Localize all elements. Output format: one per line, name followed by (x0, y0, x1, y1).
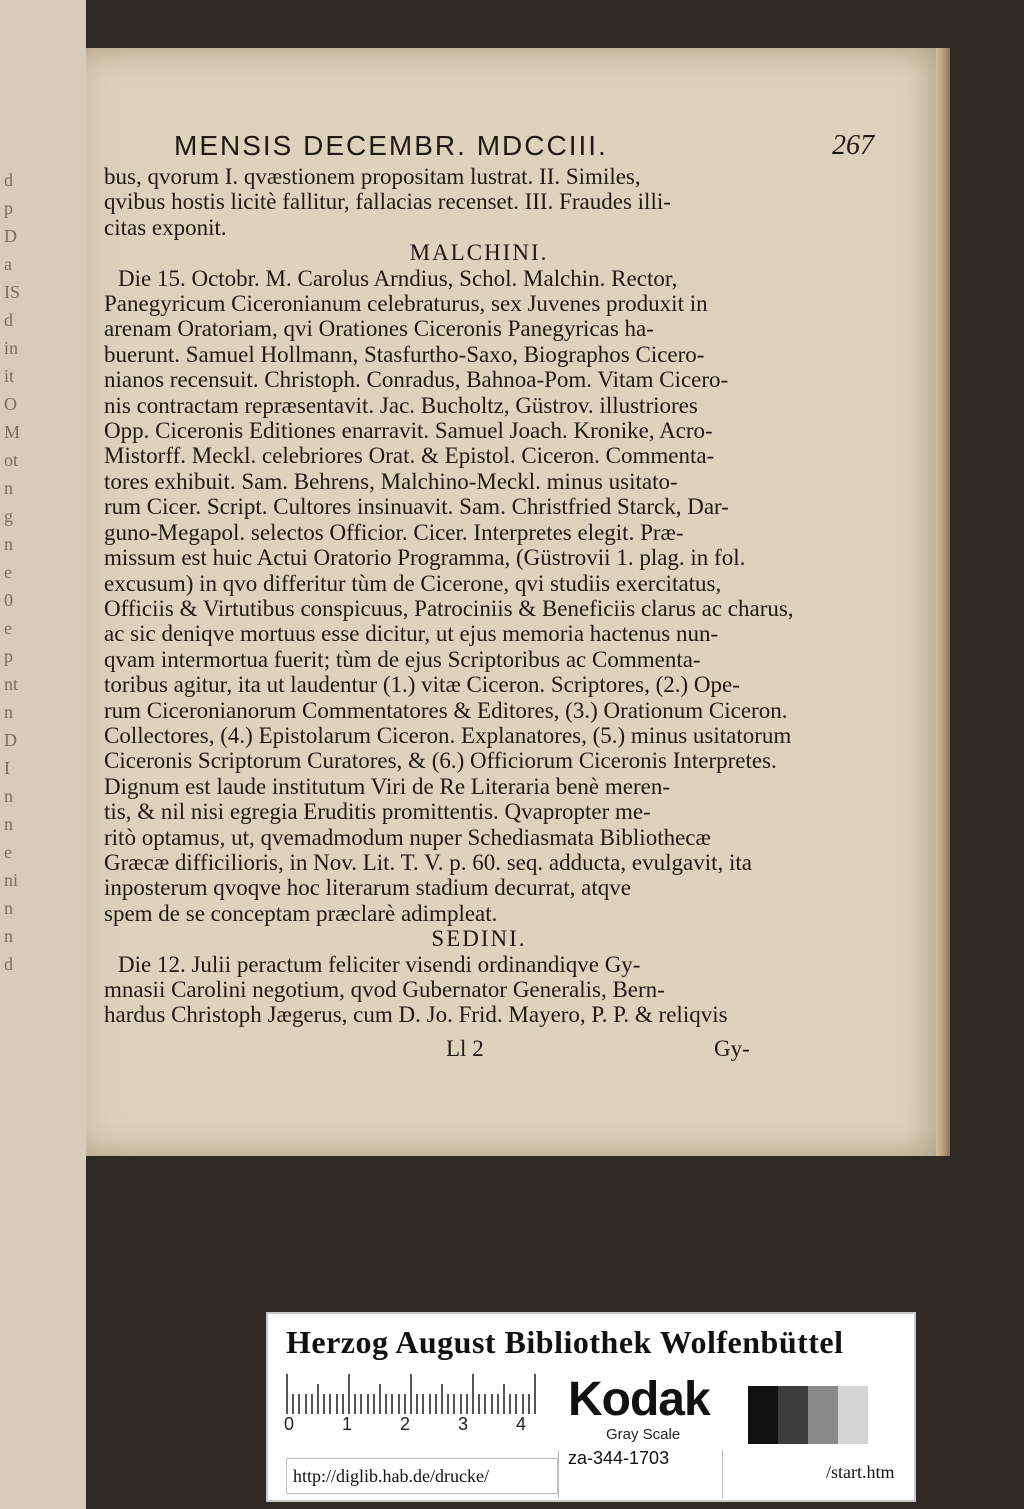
margin-fragment: a (4, 254, 12, 274)
gray-patch (748, 1386, 778, 1444)
separator (558, 1450, 559, 1498)
ruler-tick (534, 1374, 536, 1414)
url-label: http://diglib.hab.de/drucke/ (286, 1458, 558, 1494)
margin-fragment: n (4, 926, 13, 946)
ruler-tick (484, 1394, 486, 1414)
text-line: spem de se conceptam præclarè adimpleat. (104, 900, 498, 926)
margin-fragment: it (4, 366, 15, 386)
gray-patch (868, 1386, 898, 1444)
margin-fragment: g (4, 506, 13, 526)
margin-fragment: n (4, 702, 13, 722)
text-line: Græcæ difficilioris, in Nov. Lit. T. V. p. 60. seq. adducta, evulgavit, ita (104, 849, 752, 875)
ruler-tick (410, 1374, 412, 1414)
text-line: buerunt. Samuel Hollmann, Stasfurtho-Saxo, Biographos Cicero- (104, 341, 705, 367)
gray-patch (808, 1386, 838, 1444)
margin-fragment: nt (4, 674, 19, 694)
ruler-tick (311, 1394, 313, 1414)
section-heading: SEDINI. (431, 926, 527, 952)
text-line: Collectores, (4.) Epistolarum Ciceron. Explanatores, (5.) minus usitatorum (104, 722, 792, 748)
ruler-tick (478, 1394, 480, 1414)
margin-fragment: D (4, 226, 17, 246)
text-line: excusum) in qvo differitur tùm de Cicerone, qvi studiis exercitatus, (104, 570, 722, 596)
page-number: 267 (832, 130, 874, 161)
margin-fragment: p (4, 646, 13, 666)
ruler-tick (515, 1394, 517, 1414)
ruler-tick (373, 1394, 375, 1414)
text-line: Panegyricum Ciceronianum celebraturus, sex Juvenes produxit in (104, 291, 708, 317)
ruler-tick (528, 1394, 530, 1414)
ruler-tick (472, 1374, 474, 1414)
text-line: Die 12. Julii peractum feliciter visendi ordinandiqve Gy- (118, 951, 641, 977)
ruler-tick (447, 1394, 449, 1414)
ruler-tick (398, 1394, 400, 1414)
ruler-tick (317, 1384, 319, 1414)
catchword: Gy- (714, 1036, 750, 1061)
ruler-tick (379, 1384, 381, 1414)
ruler-tick (336, 1394, 338, 1414)
kodak-logo: Kodak (568, 1373, 710, 1426)
text-line: Mistorff. Meckl. celebriores Orat. & Epistol. Ciceron. Commenta- (104, 443, 715, 469)
margin-fragment: n (4, 478, 13, 498)
text-line: missum est huic Actui Oratorio Programma, (Güstrovii 1. plag. in fol. (104, 545, 746, 571)
ruler-tick (435, 1394, 437, 1414)
ruler-tick (453, 1394, 455, 1414)
text-line: guno-Megapol. selectos Officior. Cicer. Interpretes elegit. Præ- (104, 519, 684, 545)
margin-fragment: I (4, 758, 10, 778)
section-heading: MALCHINI. (409, 240, 549, 266)
ruler-tick (286, 1374, 288, 1414)
book-page (86, 48, 950, 1156)
page-edge (936, 48, 950, 1156)
scale-number: 0 (284, 1414, 295, 1434)
ruler-tick (391, 1394, 393, 1414)
margin-fragment: p (4, 198, 13, 218)
ruler-tick (292, 1394, 294, 1414)
text-line: citas exponit. (104, 214, 227, 240)
ruler-tick (367, 1394, 369, 1414)
margin-fragment: n (4, 898, 13, 918)
margin-fragment: O (4, 394, 17, 414)
text-line: Dignum est laude institutum Viri de Re Literaria benè meren- (104, 773, 671, 799)
ruler-tick (509, 1394, 511, 1414)
ruler-tick (441, 1384, 443, 1414)
ruler-tick (466, 1394, 468, 1414)
separator (722, 1450, 723, 1498)
ruler-tick (404, 1394, 406, 1414)
margin-fragment: IS (4, 282, 21, 302)
margin-fragment: d (4, 310, 13, 330)
ruler-tick (416, 1394, 418, 1414)
margin-fragment: D (4, 730, 17, 750)
ruler-tick (342, 1394, 344, 1414)
scale-number: 4 (516, 1414, 527, 1434)
ruler-tick (323, 1394, 325, 1414)
margin-fragment: e (4, 618, 12, 638)
scale-numbers (280, 1414, 550, 1438)
text-line: nianos recensuit. Christoph. Conradus, Bahnoa-Pom. Vitam Cicero- (104, 367, 729, 393)
ruler-tick (348, 1374, 350, 1414)
text-line: Opp. Ciceronis Editiones enarravit. Samuel Joach. Kronike, Acro- (104, 418, 713, 444)
text-line: inposterum qvoqve hoc literarum stadium decurrat, atqve (104, 875, 631, 901)
gray-patch (778, 1386, 808, 1444)
text-line: Officiis & Virtutibus conspicuus, Patrociniis & Beneficiis clarus ac charus, (104, 595, 794, 621)
head-spacer (104, 130, 884, 164)
ruler-tick (354, 1394, 356, 1414)
text-line: tis, & nil nisi egregia Eruditis promittentis. Qvapropter me- (104, 799, 651, 825)
text-line: Die 15. Octobr. M. Carolus Arndius, Schol. Malchin. Rector, (118, 265, 678, 291)
margin-fragment: d (4, 170, 13, 190)
ruler-tick (329, 1394, 331, 1414)
text-line: Ciceronis Scriptorum Curatores, & (6.) Officiorum Ciceronis Interpretes. (104, 748, 777, 774)
library-name: Herzog August Bibliothek Wolfenbüttel (286, 1324, 844, 1360)
ruler-tick (522, 1394, 524, 1414)
ruler-tick (422, 1394, 424, 1414)
text-line: bus, qvorum I. qvæstionem propositam lustrat. II. Similes, (104, 164, 641, 189)
ruler-tick (429, 1394, 431, 1414)
text-line: qvam intermortua fuerit; tùm de ejus Scriptoribus ac Commenta- (104, 646, 701, 672)
margin-fragment: n (4, 786, 13, 806)
ruler-tick (460, 1394, 462, 1414)
ruler-tick (497, 1394, 499, 1414)
margin-fragment: d (4, 954, 13, 974)
signature-mark: Ll 2 (446, 1036, 484, 1061)
margin-fragment: n (4, 814, 13, 834)
ruler-tick (360, 1394, 362, 1414)
margin-fragment: ot (4, 450, 19, 470)
margin-fragment: e (4, 562, 12, 582)
margin-fragment: M (4, 422, 21, 442)
text-line: ac sic deniqve mortuus esse dicitur, ut ejus memoria hactenus nun- (104, 621, 719, 647)
ruler-tick (305, 1394, 307, 1414)
running-head-title: MENSIS DECEMBR. MDCCIII. (174, 130, 608, 161)
ruler-tick (385, 1394, 387, 1414)
text-line: tores exhibuit. Sam. Behrens, Malchino-Meckl. minus usitato- (104, 468, 678, 494)
scale-ruler (286, 1374, 540, 1414)
text-line: rum Cicer. Script. Cultores insinuavit. Sam. Christfried Starck, Dar- (104, 494, 729, 520)
margin-fragment: 0 (4, 590, 13, 610)
ruler-tick (298, 1394, 300, 1414)
text-line: rum Ciceronianorum Commentatores & Editores, (3.) Orationum Ciceron. (104, 697, 788, 723)
text-line: toribus agitur, ita ut laudentur (1.) vitæ Ciceron. Scriptores, (2.) Ope- (104, 672, 740, 698)
color-target-card (266, 1312, 916, 1502)
text-line: arenam Oratoriam, qvi Orationes Ciceronis Panegyricas ha- (104, 316, 654, 342)
call-number: za-344-1703 (568, 1448, 670, 1468)
margin-fragment: e (4, 842, 12, 862)
text-line: qvibus hostis licitè fallitur, fallacias recenset. III. Fraudes illi- (104, 189, 671, 215)
text-line: mnasii Carolini negotium, qvod Gubernator Generalis, Bern- (104, 977, 665, 1002)
scale-number: 3 (458, 1414, 469, 1434)
page-text (104, 130, 884, 1028)
margin-fragment: ni (4, 870, 19, 890)
margin-fragment: n (4, 534, 13, 554)
url-suffix: /start.htm (826, 1462, 895, 1482)
scale-number: 2 (400, 1414, 411, 1434)
gray-patch (838, 1386, 868, 1444)
text-line: nis contractam repræsentavit. Jac. Bucholtz, Güstrov. illustriores (104, 392, 698, 418)
gray-patches (748, 1386, 898, 1444)
text-line: ritò optamus, ut, qvemadmodum nuper Schediasmata Bibliothecæ (104, 824, 711, 850)
ruler-tick (491, 1394, 493, 1414)
adjacent-page-margin (0, 0, 86, 1509)
scale-number: 1 (342, 1414, 353, 1434)
margin-fragment: in (4, 338, 19, 358)
ruler-tick (503, 1384, 505, 1414)
gray-scale-label: Gray Scale (606, 1426, 681, 1443)
text-line: hardus Christoph Jægerus, cum D. Jo. Frid. Mayero, P. P. & reliqvis (104, 1002, 728, 1028)
